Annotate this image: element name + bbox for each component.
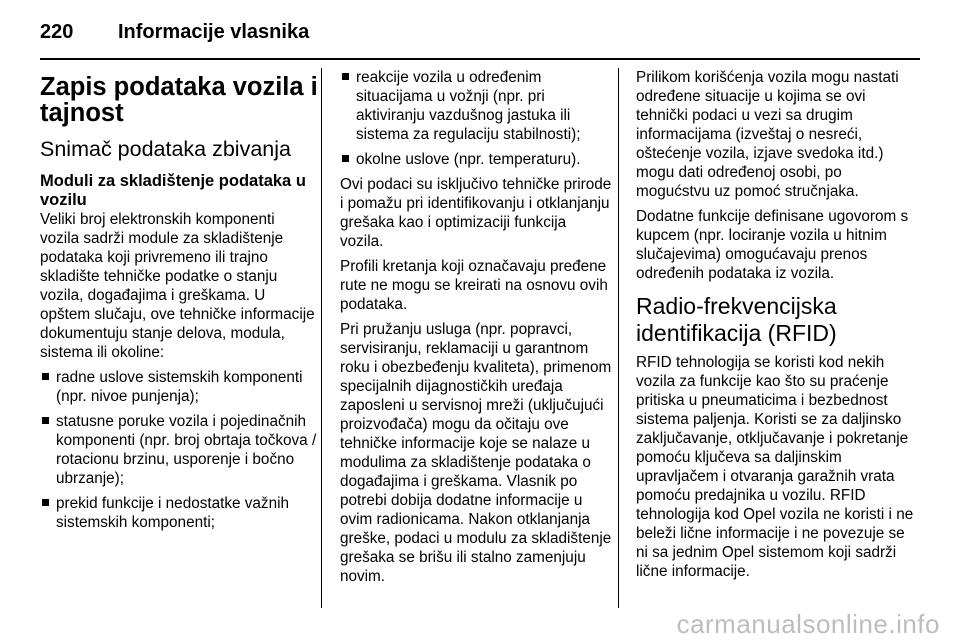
chapter-title: Zapis podataka vozila i tajnost [40,73,318,127]
bullet-icon [342,155,349,162]
list-item: okolne uslove (npr. temperaturu). [340,150,612,169]
list-item: prekid funkcije i nedostatke važnih sistemskih komponenti; [40,494,318,532]
bullet-list-1 [40,368,318,532]
watermark: carmanualsonline.info [676,609,940,639]
rfid-heading: Radio-frekvencijska identifikacija (RFID) [636,293,837,346]
page-number: 220 [40,21,74,43]
bullet-icon [42,499,49,506]
page-header [40,15,920,55]
bullet-icon [42,373,49,380]
paragraph: Prilikom korišćenja vozila mogu nastati određene situacije u kojima se ovi tehnički podaci u vezi sa drugim informacijama (izveštaj o nesreći, oštećenje vozila, izjave svedoka itd.) mogu dati određenoj osobi, po mogućstvu uz pomoć stručnjaka. [636,69,899,200]
paragraph: Ovi podaci su isključivo tehničke prirode i pomažu pri identifikovanju i otklanjanju grešaka kao i optimizaciji funkcija vozila. [340,176,612,250]
bullet-icon [342,73,349,80]
column-divider-1 [321,68,322,608]
column-divider-2 [618,68,619,608]
header-rule [40,58,920,60]
section-title: Informacije vlasnika [118,21,310,43]
paragraph: Pri pružanju usluga (npr. popravci, servisiranju, reklamaciji u garantnom roku i obezbeđenju kvaliteta), primenom specijalnih dijagnostičkih uređaja zaposleni u servisnoj mreži (uključujući proizvođača) mogu da očitaju ove tehničke informacije koje se nalaze u modulima za skladištenje podataka o događajima i greškama. Vlasnik po potrebi dobija dodatne informacije u ovim radionicama. Nakon otklanjanja greške, podaci u modulu za skladištenje grešaka se brišu ili stalno zamenjuju novim. [340,321,612,585]
list-item: radne uslove sistemskih komponenti (npr. nivoe punjenja); [40,368,318,406]
rfid-paragraph: RFID tehnologija se koristi kod nekih vozila za funkcije kao što su praćenje pritiska u pneumaticima i bezbednost sistema paljenja. Koristi se za daljinsko zaključavanje, otključavanje i pokretanje pomoću ključeva sa daljinskim upravljačem i otvaranja garažnih vrata pomoću predajnika u vozilu. RFID tehnologija kod Opel vozila ne koristi i ne beleži lične informacije i ne povezuje se ni sa jednim Opel sistemom koji sadrži lične informacije. [636,354,914,580]
intro-paragraph: Veliki broj elektronskih komponenti vozila sadrži module za skladištenje podataka koji privremeno ili trajno skladište tehničke podatke o stanju vozila, događajima i greškama. U opštem slučaju, ove tehničke informacije dokumentuju stanje delova, modula, sistema ili okoline: [40,211,315,361]
list-item: statusne poruke vozila i pojedinačnih komponenti (npr. broj obrtaja točkova / rotacionu brzinu, usporenje i bočno ubrzanje); [40,412,318,488]
section-subtitle: Snimač podataka zbivanja [40,137,291,161]
column-2 [340,68,612,614]
paragraph: Dodatne funkcije definisane ugovorom s kupcem (npr. lociranje vozila u hitnim slučajevima) omogućavaju prenos određenih podataka iz vozila. [636,208,909,282]
bullet-list-2 [340,68,612,169]
list-item: reakcije vozila u određenim situacijama u vožnji (npr. pri aktiviranju vazdušnog jastuka ili sistema za regulaciju stabilnosti); [340,68,612,144]
bullet-icon [42,417,49,424]
column-3 [636,68,918,614]
sub-heading: Moduli za skladištenje podataka u vozilu [40,172,306,209]
paragraph: Profili kretanja koji označavaju pređene rute ne mogu se kreirati na osnovu ovih podataka. [340,258,608,313]
column-1 [40,68,318,614]
